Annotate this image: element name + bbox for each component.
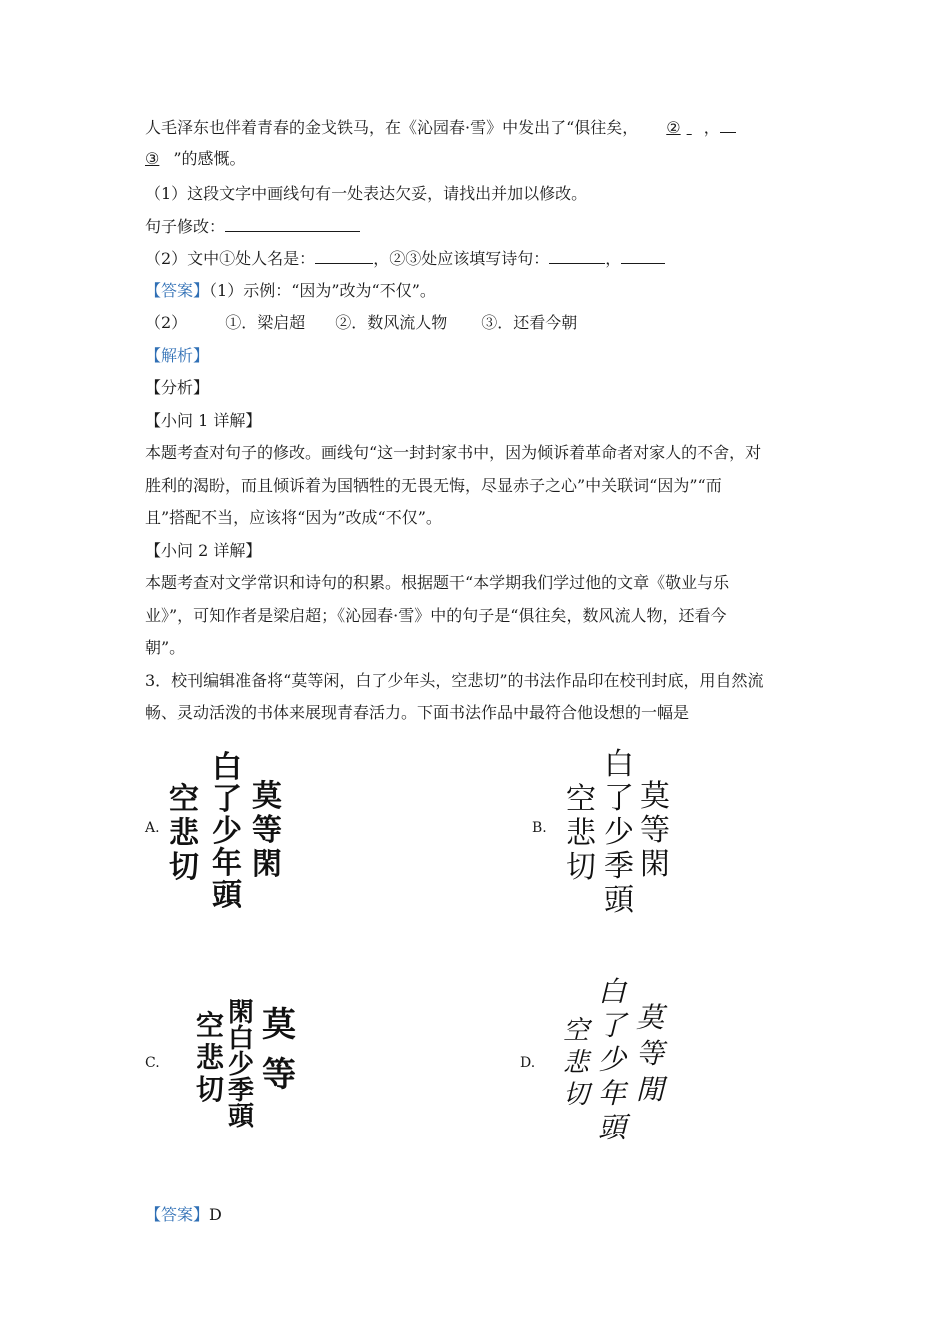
para-1-line-1: 本题考查对句子的修改。画线句“这一封封家书中，因为倾诉着革命者对家人的不舍，对: [145, 443, 762, 462]
comma: ，: [703, 118, 720, 137]
question-3-line-1: 3．校刊编辑准备将“莫等闲，白了少年头，空悲切”的书法作品印在校刊封底，用自然流: [145, 671, 764, 690]
sentence-fix-label: 句子修改：: [145, 217, 226, 236]
option-a-col-2: 白 了 少 年 頭: [212, 750, 242, 913]
option-b-label: B.: [532, 820, 547, 836]
sub-question-2-heading: 【小问 2 详解】: [145, 541, 262, 560]
question-3-line-2: 畅、灵动活泼的书体来展现青春活力。下面书法作品中最符合他设想的一幅是: [145, 703, 690, 722]
final-answer: [145, 1205, 222, 1225]
option-b-col-3: 空 悲 切: [566, 782, 596, 885]
blank-2: ②: [666, 118, 681, 137]
option-a-col-3: 空 悲 切: [169, 782, 199, 885]
option-a-label: A.: [145, 820, 160, 836]
fenxi-tag: 【分析】: [145, 378, 210, 397]
blank-3: ③: [145, 149, 160, 168]
question-2-text-b: ，②③处应该填写诗句：: [373, 249, 550, 268]
option-d-label: D.: [520, 1055, 536, 1071]
option-d-col-1: 莫 等 閒: [636, 1001, 665, 1106]
fill-blank-name: [315, 249, 373, 264]
para-1-line-2: 胜利的渴盼，而且倾诉着为国牺牲的无畏无悔，尽显赤子之心”中关联词“因为”“而: [145, 476, 722, 495]
text-line-2: [145, 149, 246, 169]
question-2-text-a: （2）文中①处人名是：: [145, 249, 316, 268]
para-2-line-1: 本题考查对文学常识和诗句的积累。根据题干“本学期我们学过他的文章《敬业与乐: [145, 573, 730, 592]
fill-blank-poem-1: [549, 249, 605, 264]
option-c-col-3: 空 悲 切: [196, 1009, 225, 1106]
blank-underline: [720, 118, 736, 133]
option-b-col-1: 莫 等 閑: [640, 779, 670, 882]
fill-blank-poem-2: [621, 249, 665, 264]
option-d-col-2: 白 了 少 年 頭: [598, 975, 627, 1144]
comma-2: ，: [605, 249, 622, 268]
option-a-col-1: 莫 等 閑: [252, 779, 282, 882]
answer-line-2: [145, 313, 577, 333]
answer-2-prefix: （2）: [145, 313, 188, 332]
analysis-tag: 【解析】: [145, 346, 210, 365]
answer-tag: 【答案】: [145, 281, 210, 300]
question-1-text: （1）这段文字中画线句有一处表达欠妥，请找出并加以修改。: [145, 184, 588, 203]
question-1: [145, 184, 587, 204]
sub-question-1-heading: 【小问 1 详解】: [145, 411, 262, 430]
option-c-label: C.: [145, 1055, 160, 1071]
para-2-line-3: 朝”。: [145, 638, 186, 657]
option-c-col-1: 莫 等: [262, 1005, 296, 1095]
fill-blank: [225, 217, 360, 232]
para-1-line-3: 且”搭配不当，应该将“因为”改成“不仅”。: [145, 508, 442, 527]
question-2: [145, 249, 665, 269]
para-2-line-2: 业》”，可知作者是梁启超；《沁园春·雪》中的句子是“俱往矣，数风流人物，还看今: [145, 606, 727, 625]
option-c-col-2: 閑 白 少 季 頭: [228, 998, 255, 1132]
answer-2-item-2: ②．数风流人物: [335, 313, 448, 332]
sentence-fix: [145, 217, 360, 237]
answer-1: （1）示例：“因为”改为“不仅”。: [209, 281, 436, 300]
line-2-text: ”的感慨。: [173, 149, 246, 168]
answer-2-item-3: ③．还看今朝: [481, 313, 578, 332]
final-answer-value: D: [209, 1205, 222, 1224]
text-line-1: [145, 118, 736, 138]
option-d-col-3: 空 悲 切: [563, 1016, 590, 1110]
answer-2-item-1: ①．梁启超: [225, 313, 306, 332]
final-answer-tag: 【答案】: [145, 1205, 210, 1224]
option-b-col-2: 白 了 少 季 頭: [604, 747, 634, 918]
line-1-text: 人毛泽东也伴着青春的金戈铁马，在《沁园春·雪》中发出了“俱往矣，: [145, 118, 639, 137]
answer-line-1: [145, 281, 436, 301]
